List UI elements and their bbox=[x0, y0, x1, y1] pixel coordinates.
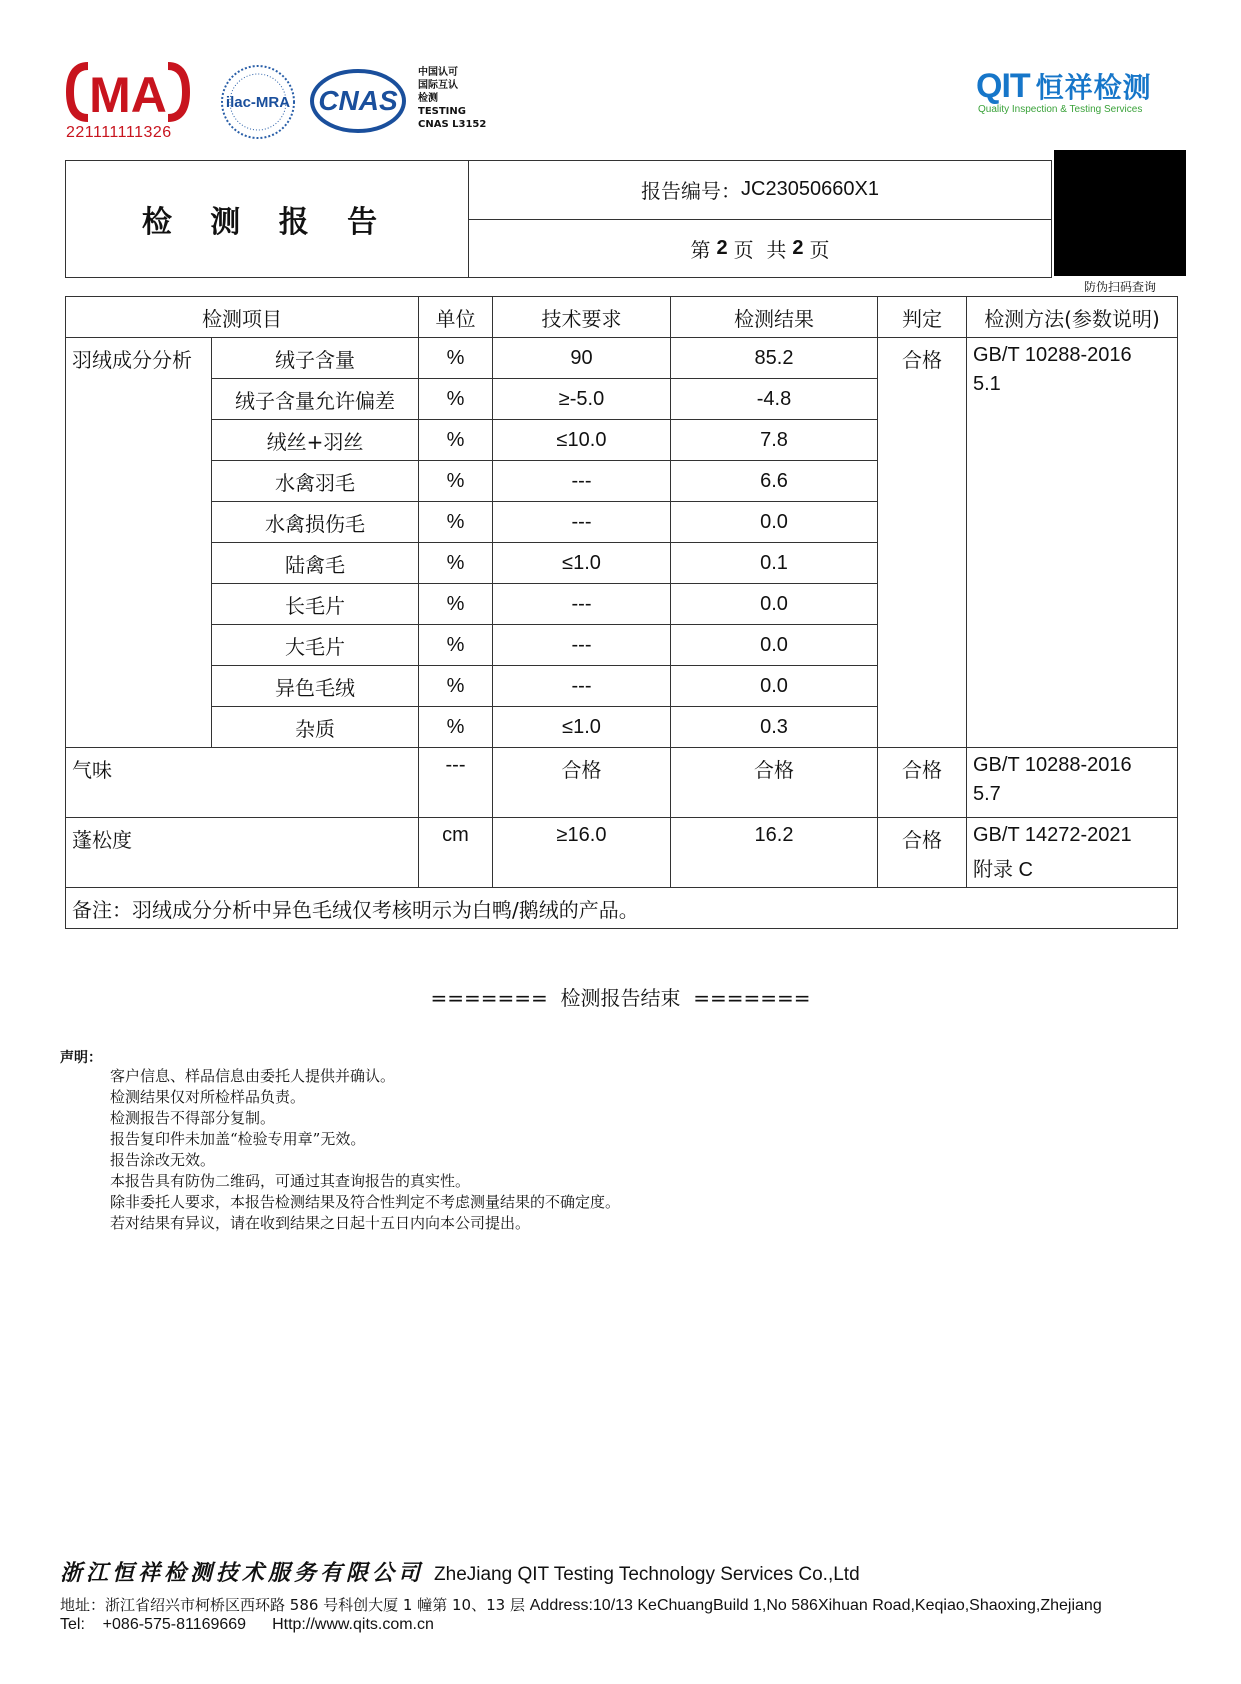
declaration-line: 检测结果仅对所检样品负责。 bbox=[110, 1088, 306, 1106]
cell-item: 杂质 bbox=[212, 707, 419, 748]
cell-unit: % bbox=[419, 707, 493, 748]
cell-verdict: 合格 bbox=[878, 818, 967, 888]
cell-result: -4.8 bbox=[671, 379, 878, 420]
declaration-list bbox=[110, 1066, 620, 1234]
qit-logo-sub: Quality Inspection & Testing Services bbox=[978, 104, 1143, 115]
cell-result: 0.0 bbox=[671, 666, 878, 707]
cell-unit: cm bbox=[419, 818, 493, 888]
cell-item: 大毛片 bbox=[212, 625, 419, 666]
method-line: GB/T 10288-2016 bbox=[973, 344, 1132, 366]
group-label: 羽绒成分分析 bbox=[66, 338, 212, 748]
cell-requirement: ≥-5.0 bbox=[493, 379, 671, 420]
table-header-row bbox=[66, 297, 1178, 338]
declaration-line: 除非委托人要求，本报告检测结果及符合性判定不考虑测量结果的不确定度。 bbox=[110, 1193, 621, 1211]
header-unit: 单位 bbox=[419, 297, 493, 338]
header-item: 检测项目 bbox=[66, 297, 419, 338]
qr-code bbox=[1054, 150, 1186, 276]
page-prefix: 第 bbox=[690, 238, 711, 262]
table-row bbox=[66, 338, 1178, 379]
page-suffix: 页 bbox=[809, 238, 830, 262]
page-indicator bbox=[468, 219, 1052, 278]
cell-item: 绒子含量允许偏差 bbox=[212, 379, 419, 420]
cell-verdict: 合格 bbox=[878, 748, 967, 818]
header-result: 检测结果 bbox=[671, 297, 878, 338]
cell-item: 蓬松度 bbox=[66, 818, 419, 888]
method-line: 5.1 bbox=[973, 373, 1001, 395]
footer-company bbox=[60, 1556, 860, 1587]
group-method bbox=[967, 338, 1178, 748]
cell-unit: % bbox=[419, 543, 493, 584]
table-note: 备注：羽绒成分分析中异色毛绒仅考核明示为白鸭/鹅绒的产品。 bbox=[66, 888, 1178, 929]
qit-logo-cn: 恒祥检测 bbox=[1035, 71, 1152, 104]
table-row-fill-power bbox=[66, 818, 1178, 888]
cma-logo-text: MA bbox=[89, 67, 167, 123]
qit-logo-text: QIT bbox=[976, 67, 1030, 105]
cell-requirement: 90 bbox=[493, 338, 671, 379]
cell-result: 16.2 bbox=[671, 818, 878, 888]
cell-result: 0.0 bbox=[671, 625, 878, 666]
qr-caption: 防伪扫码查询 bbox=[1083, 280, 1156, 294]
footer-tel: Tel: +086-575-81169669 bbox=[60, 1616, 247, 1633]
cell-item: 陆禽毛 bbox=[212, 543, 419, 584]
cell-unit: % bbox=[419, 625, 493, 666]
cell-unit: % bbox=[419, 338, 493, 379]
header-verdict: 判定 bbox=[878, 297, 967, 338]
qit-logo bbox=[976, 66, 1176, 115]
cell-item: 绒子含量 bbox=[212, 338, 419, 379]
cell-requirement: --- bbox=[493, 461, 671, 502]
report-number-value: JC23050660X1 bbox=[741, 178, 879, 200]
declaration-line: 检测报告不得部分复制。 bbox=[110, 1109, 276, 1127]
footer-web[interactable]: Http://www.qits.com.cn bbox=[272, 1616, 434, 1633]
declaration-line: 若对结果有异议，请在收到结果之日起十五日内向本公司提出。 bbox=[110, 1214, 531, 1232]
declaration-title: 声明： bbox=[60, 1050, 102, 1066]
cell-requirement: --- bbox=[493, 502, 671, 543]
cell-result: 0.0 bbox=[671, 584, 878, 625]
cnas-accreditation-text bbox=[418, 66, 486, 131]
cell-requirement: ≥16.0 bbox=[493, 818, 671, 888]
declaration-line: 本报告具有防伪二维码，可通过其查询报告的真实性。 bbox=[110, 1172, 471, 1190]
declaration-line: 报告涂改无效。 bbox=[110, 1151, 216, 1169]
cell-item: 绒丝+羽丝 bbox=[212, 420, 419, 461]
cell-requirement: --- bbox=[493, 625, 671, 666]
company-name-en: ZheJiang QIT Testing Technology Services Co.,Ltd bbox=[434, 1564, 860, 1585]
ilac-logo-text: ilac-MRA bbox=[225, 94, 291, 111]
results-table bbox=[65, 296, 1178, 929]
cell-requirement: --- bbox=[493, 584, 671, 625]
cell-requirement: ≤1.0 bbox=[493, 543, 671, 584]
declaration-line: 客户信息、样品信息由委托人提供并确认。 bbox=[110, 1067, 396, 1085]
page-current: 2 bbox=[716, 237, 728, 259]
method-line: GB/T 14272-2021 bbox=[973, 824, 1132, 846]
page-mid: 页 共 bbox=[733, 238, 787, 262]
method-line: GB/T 10288-2016 bbox=[973, 754, 1132, 776]
cnas-line: 中国认可 bbox=[418, 67, 458, 78]
cnas-line: CNAS L3152 bbox=[418, 119, 487, 130]
cell-unit: % bbox=[419, 666, 493, 707]
cell-requirement: 合格 bbox=[493, 748, 671, 818]
cell-unit: % bbox=[419, 379, 493, 420]
cell-item: 水禽损伤毛 bbox=[212, 502, 419, 543]
group-verdict: 合格 bbox=[878, 338, 967, 748]
cell-item: 水禽羽毛 bbox=[212, 461, 419, 502]
address-cn: 地址：浙江省绍兴市柯桥区西环路 586 号科创大厦 1 幢第 10、13 层 bbox=[60, 1596, 525, 1614]
cell-requirement: ≤1.0 bbox=[493, 707, 671, 748]
footer-address bbox=[60, 1594, 1102, 1615]
report-title: 检 测 报 告 bbox=[65, 160, 469, 278]
cell-item: 长毛片 bbox=[212, 584, 419, 625]
report-number-label: 报告编号： bbox=[641, 179, 742, 203]
cell-requirement: ≤10.0 bbox=[493, 420, 671, 461]
table-row-odor bbox=[66, 748, 1178, 818]
method-line: 附录 C bbox=[973, 859, 1033, 881]
cma-code: 221111111326 bbox=[66, 124, 172, 141]
cnas-line: TESTING bbox=[418, 106, 466, 117]
cnas-logo bbox=[308, 66, 408, 136]
company-name-cn: 浙江恒祥检测技术服务有限公司 bbox=[60, 1560, 425, 1586]
cell-result: 0.1 bbox=[671, 543, 878, 584]
cnas-logo-text: CNAS bbox=[318, 85, 398, 116]
header-requirement: 技术要求 bbox=[493, 297, 671, 338]
cell-unit: % bbox=[419, 502, 493, 543]
cell-unit: % bbox=[419, 420, 493, 461]
page-total: 2 bbox=[792, 237, 804, 259]
cell-result: 6.6 bbox=[671, 461, 878, 502]
address-en: Address:10/13 KeChuangBuild 1,No 586Xihuan Road,Keqiao,Shaoxing,Zhejiang bbox=[529, 1597, 1102, 1614]
cell-result: 0.0 bbox=[671, 502, 878, 543]
declaration-line: 报告复印件未加盖“检验专用章”无效。 bbox=[110, 1130, 366, 1148]
cell-unit: --- bbox=[419, 748, 493, 818]
table-note-row bbox=[66, 888, 1178, 929]
cell-unit: % bbox=[419, 461, 493, 502]
cell-item: 气味 bbox=[66, 748, 419, 818]
cell-method bbox=[967, 818, 1178, 888]
cnas-line: 国际互认 bbox=[418, 80, 458, 91]
cell-result: 0.3 bbox=[671, 707, 878, 748]
cell-item: 异色毛绒 bbox=[212, 666, 419, 707]
method-line: 5.7 bbox=[973, 783, 1001, 805]
report-number bbox=[468, 160, 1052, 219]
cell-result: 合格 bbox=[671, 748, 878, 818]
cell-method bbox=[967, 748, 1178, 818]
ilac-mra-logo bbox=[218, 62, 298, 142]
cell-requirement: --- bbox=[493, 666, 671, 707]
header-method: 检测方法(参数说明) bbox=[967, 297, 1178, 338]
cell-result: 85.2 bbox=[671, 338, 878, 379]
cnas-line: 检测 bbox=[418, 93, 438, 104]
cell-result: 7.8 bbox=[671, 420, 878, 461]
report-end-line: ======= 检测报告结束 ======= bbox=[430, 986, 811, 1010]
footer-contact bbox=[60, 1616, 460, 1634]
cell-unit: % bbox=[419, 584, 493, 625]
